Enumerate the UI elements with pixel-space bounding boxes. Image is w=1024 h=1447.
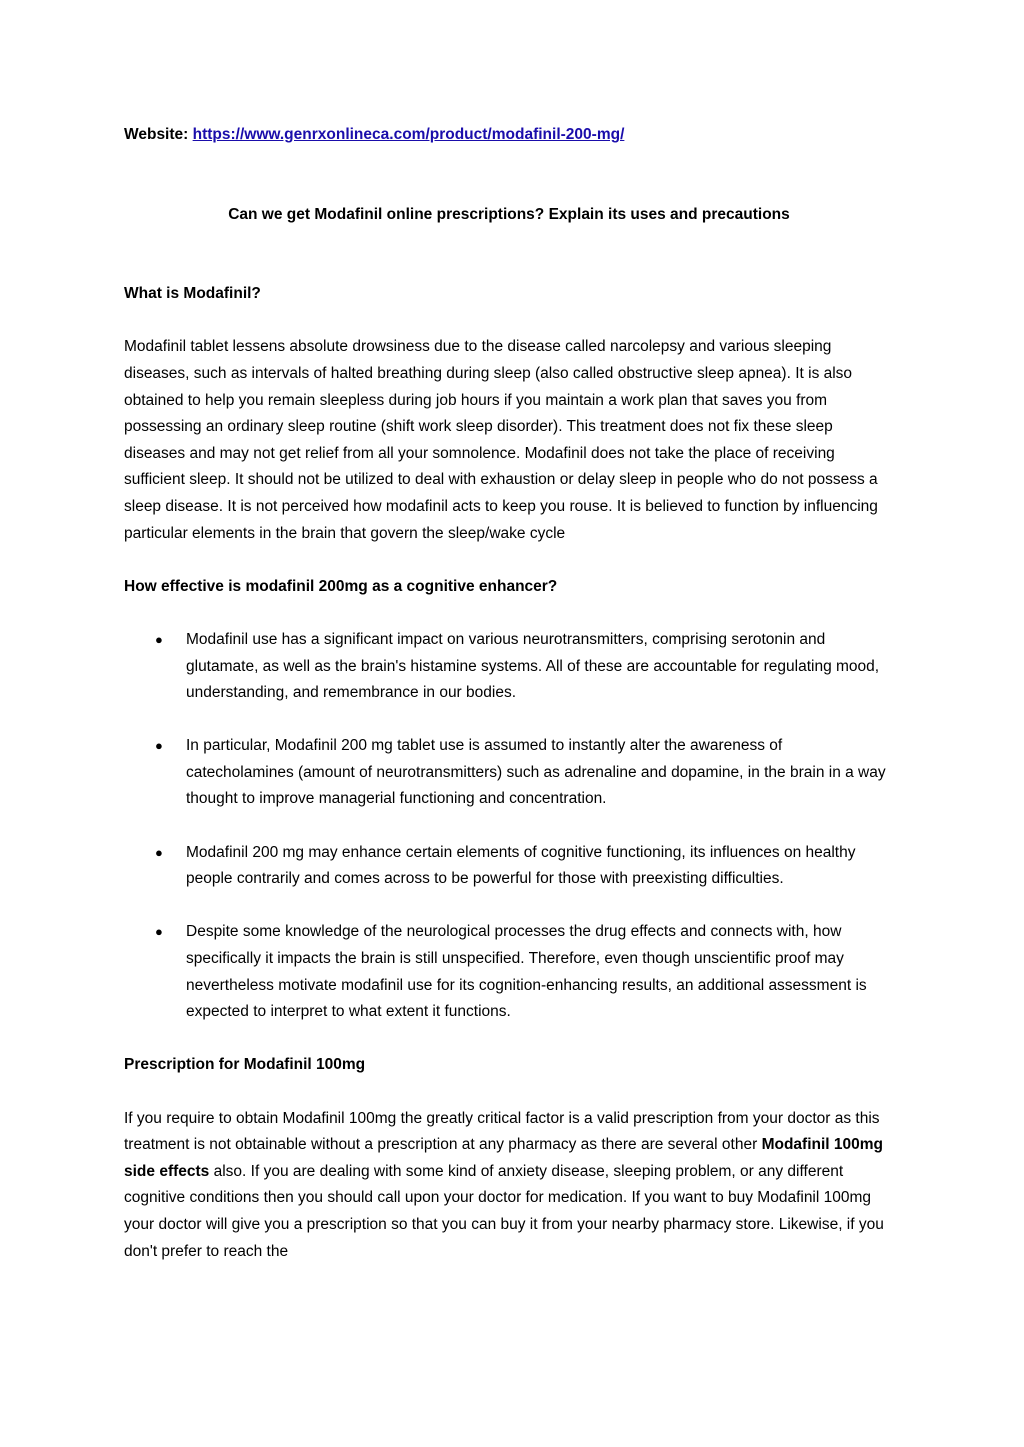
website-link[interactable]: https://www.genrxonlineca.com/product/modafinil-200-mg/ — [192, 126, 625, 143]
heading-what-is-modafinil: What is Modafinil? — [124, 285, 261, 303]
list-item-text: Modafinil use has a significant impact on various neurotransmitters, comprising serotonin and glutamate, as well as the brain's histamine systems. All of these are accountable for regulating mood, understanding, and remembrance in our bodies. — [186, 630, 880, 702]
website-line — [124, 122, 894, 149]
list-item — [124, 733, 894, 813]
list-item — [124, 627, 894, 707]
bullet-list — [124, 627, 894, 1026]
side-effects-emphasis: Modafinil 100mg side effects — [124, 1136, 884, 1180]
list-item — [124, 840, 894, 893]
document-content — [124, 122, 894, 1265]
website-label: Website: — [124, 126, 189, 143]
heading-cognitive-enhancer: How effective is modafinil 200mg as a cognitive enhancer? — [124, 577, 558, 595]
bullet-icon: ● — [155, 738, 163, 754]
heading-prescription: Prescription for Modafinil 100mg — [124, 1056, 366, 1074]
document-title: Can we get Modafinil online prescriptions? Explain its uses and precautions — [228, 205, 790, 223]
paragraph-what-is-modafinil: Modafinil tablet lessens absolute drowsiness due to the disease called narcolepsy and various sleeping diseases, such as intervals of halted breathing during sleep (also called obstructive sleep apnea). It is also obtained to help you remain sleepless during job hours if you maintain a work plan that saves you from possessing an ordinary sleep routine (shift work sleep disorder). This treatment does not fix these sleep diseases and may not get relief from all your somnolence. Modafinil does not take the place of receiving sufficient sleep. It should not be utilized to deal with exhaustion or delay sleep in people who do not possess a sleep disease. It is not perceived how modafinil acts to keep you rouse. It is believed to function by influencing particular elements in the brain that govern the sleep/wake cycle — [124, 338, 878, 542]
list-item — [124, 919, 894, 1025]
prescription-text-start: If you require to obtain Modafinil 100mg the greatly critical factor is a valid prescription from your doctor as this treatment is not obtainable without a prescription at any pharmacy as there are several other — [124, 1109, 880, 1154]
list-item-text: Despite some knowledge of the neurological processes the drug effects and connects with, how specifically it impacts the brain is still unspecified. Therefore, even though unscientific proof may nevertheless motivate modafinil use for its cognition-enhancing results, an additional assessment is expected to interpret to what extent it functions. — [186, 923, 867, 1021]
bullet-icon: ● — [155, 924, 163, 940]
bullet-icon: ● — [155, 631, 163, 647]
list-item-text: In particular, Modafinil 200 mg tablet use is assumed to instantly alter the awareness of catecholamines (amount of neurotransmitters) such as adrenaline and dopamine, in the brain in a way thought to improve managerial functioning and concentration. — [186, 737, 886, 808]
prescription-text-end: also. If you are dealing with some kind of anxiety disease, sleeping problem, or any different cognitive conditions then you should call upon your doctor for medication. If you want to buy Modafinil 100mg your doctor will give you a prescription so that you can buy it from your nearby pharmacy store. Likewise, if you don't prefer to reach the — [124, 1162, 884, 1260]
paragraph-prescription — [124, 1106, 894, 1266]
list-item-text: Modafinil 200 mg may enhance certain elements of cognitive functioning, its influences on healthy people contrarily and comes across to be powerful for those with preexisting difficulties. — [186, 843, 856, 888]
bullet-icon: ● — [155, 844, 163, 860]
